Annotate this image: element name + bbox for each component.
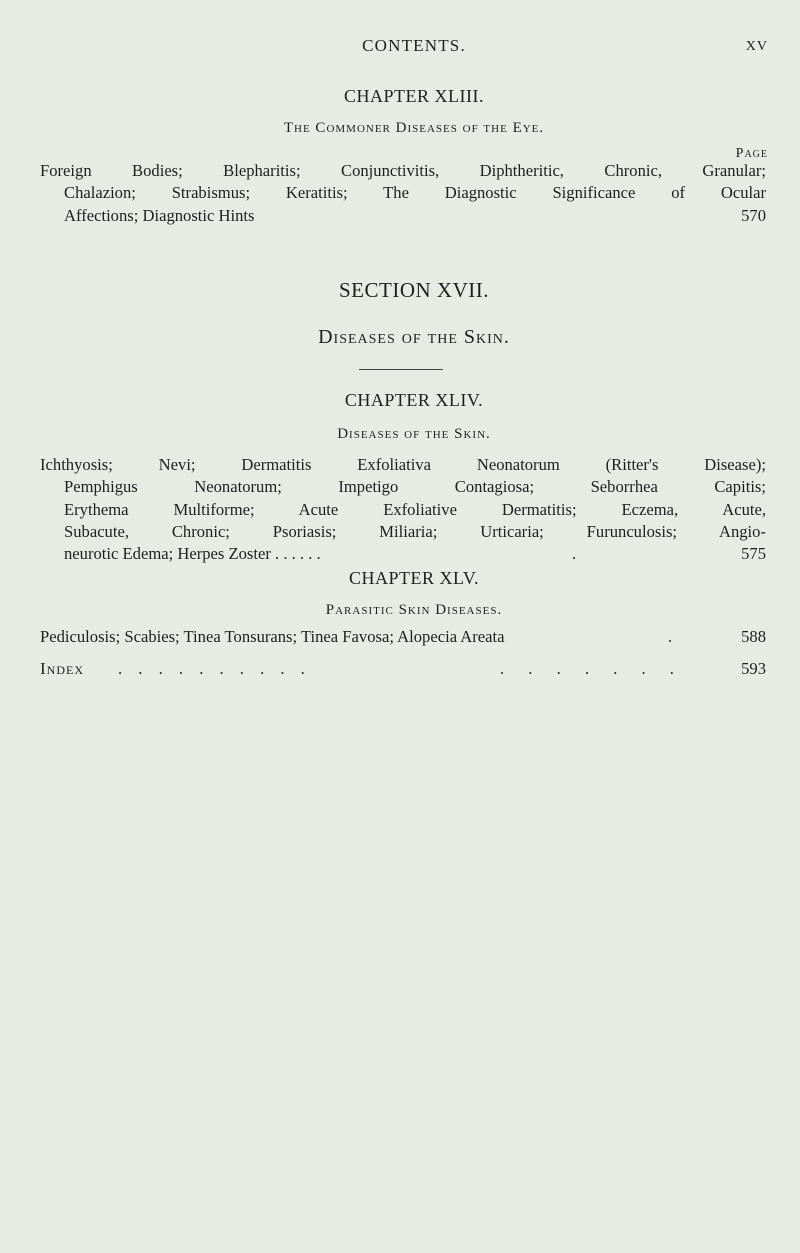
chapter-45-title: Parasitic Skin Diseases. [325,602,503,618]
entry-line-text: Affections; Diagnostic Hints [64,205,255,225]
entry-line: Foreign Bodies; Blepharitis; Conjunctivitis, Diphtheritic, Chronic, Granular; [40,161,766,180]
leader-dot: . [668,627,673,646]
entry-line: Chalazion; Strabismus; Keratitis; The Diagnostic Significance of Ocular [64,183,766,203]
page-number: 570 [741,205,766,225]
entry-line-text: Pediculosis; Scabies; Tinea Tonsurans; Tinea Favosa; Alopecia Areata [40,627,505,646]
entry-line-text: neurotic Edema; Herpes Zoster . . . . . . [64,544,321,564]
chapter-44-entry [40,454,766,565]
index-leader-left: . . . . . . . . . . [118,659,311,678]
index-label: Index [40,659,84,678]
chapter-43-title: The Commoner Diseases of the Eye. [283,120,545,136]
entry-line: Subacute, Chronic; Psoriasis; Miliaria; Urticaria; Furunculosis; Angio- [64,521,766,541]
entry-line: Pemphigus Neonatorum; Impetigo Contagiosa; Seborrhea Capitis; [64,477,766,497]
section-17-title: Diseases of the Skin. [318,326,510,348]
chapter-43-heading: CHAPTER XLIII. [344,86,484,106]
entry-line-last [40,205,766,227]
entry-line: Ichthyosis; Nevi; Dermatitis Exfoliativa Neonatorum (Ritter's Disease); [40,455,766,474]
leader-dot: . [572,544,577,564]
entry-line: Erythema Multiforme; Acute Exfoliative Dermatitis; Eczema, Acute, [64,499,766,519]
chapter-43-entry [40,160,766,227]
index-entry [40,659,766,679]
page-column-label: Page [735,146,768,161]
chapter-44-heading: CHAPTER XLIV. [344,390,484,410]
section-17-heading: SECTION XVII. [339,278,489,302]
section-divider [359,369,443,370]
chapter-44-title: Diseases of the Skin. [337,426,491,442]
page-folio: XV [745,39,768,54]
entry-line-last [40,543,766,565]
running-head [60,36,768,60]
index-leader-right: . . . . . . . [500,659,684,678]
entry-line-last [40,626,766,648]
chapter-45-entry [40,626,766,648]
page-number: 593 [741,659,766,678]
running-title: CONTENTS. [362,36,466,55]
page-number: 588 [741,627,766,646]
chapter-45-heading: CHAPTER XLV. [348,568,480,588]
page-number: 575 [741,544,766,564]
